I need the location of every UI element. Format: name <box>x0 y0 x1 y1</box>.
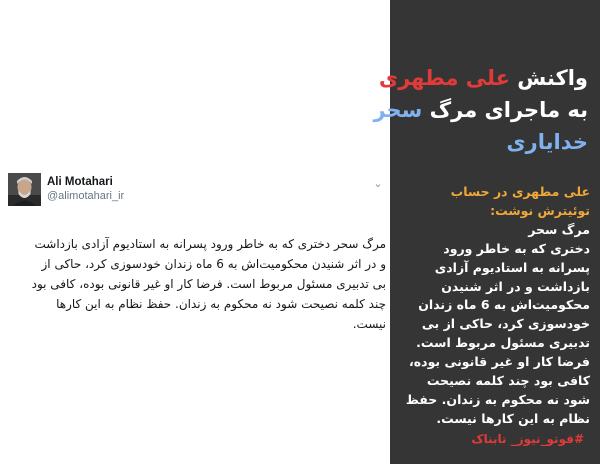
title-word: واکنش <box>517 66 588 90</box>
quote-line: تدبیری مسئول مربوط است. <box>416 335 590 351</box>
avatar-image <box>8 173 41 206</box>
title-name-highlight: خدایاری <box>506 130 588 154</box>
title-word: به ماجرای مرگ <box>429 98 588 122</box>
avatar[interactable] <box>8 173 41 206</box>
tweet-author <box>47 175 124 203</box>
user-handle[interactable]: @alimotahari_ir <box>47 190 125 202</box>
title-line <box>378 62 588 94</box>
quote-line: محکومیت‌اش به 6 ماه زندان <box>418 297 590 313</box>
tweet-text-line: مرگ سحر دختری که به خاطر ورود پسرانه به استادیوم آزادی بازداشت <box>34 237 386 251</box>
tweet-text-line: چند کلمه نصیحت شود نه محکوم به زندان. حفظ نظام به این کارها <box>56 297 386 311</box>
quote-line: بازداشت و در اثر شنیدن <box>441 278 590 294</box>
news-panel <box>373 0 600 464</box>
panel-quote <box>394 183 590 429</box>
tweet-text-line: نیست. <box>352 317 386 331</box>
tweet-text <box>8 234 386 334</box>
tweet-header <box>0 172 390 220</box>
quote-line: دختری که به خاطر ورود <box>443 240 590 256</box>
title-line <box>373 94 588 126</box>
hashtag-footer[interactable]: #فوتو_نیوز_ تابناک <box>471 432 584 446</box>
quote-source-line: توئیترش نوشت: <box>490 202 590 218</box>
quote-line: مرگ سحر <box>528 221 590 237</box>
quote-line: کافی بود چند کلمه نصیحت <box>426 373 590 389</box>
tweet-text-line: و در اثر شنیدن محکومیت‌اش به 6 ماه زندان خودسوزی کرد، حاکی از <box>41 257 386 271</box>
title-name-highlight: سحر <box>373 98 423 122</box>
panel-title <box>373 62 588 158</box>
quote-line: فرضا کار او غیر قانونی بوده، <box>409 354 590 370</box>
title-name-highlight: علی مطهری <box>378 66 510 90</box>
quote-line: خودسوزی کرد، حاکی از بی <box>421 316 590 332</box>
display-name[interactable]: Ali Motahari <box>47 176 113 188</box>
chevron-down-icon[interactable]: ⌄ <box>373 177 383 190</box>
quote-source-line: علی مطهری در حساب <box>450 184 590 199</box>
quote-line: شود نه محکوم به زندان. حفظ <box>405 391 590 407</box>
quote-line: نظام به این کارها نیست. <box>436 410 590 426</box>
quote-line: پسرانه به استادیوم آزادی <box>434 259 590 275</box>
tweet-text-line: بی تدبیری مسئول مربوط است. فرضا کار او غیر قانونی بوده، کافی بود <box>31 277 386 291</box>
